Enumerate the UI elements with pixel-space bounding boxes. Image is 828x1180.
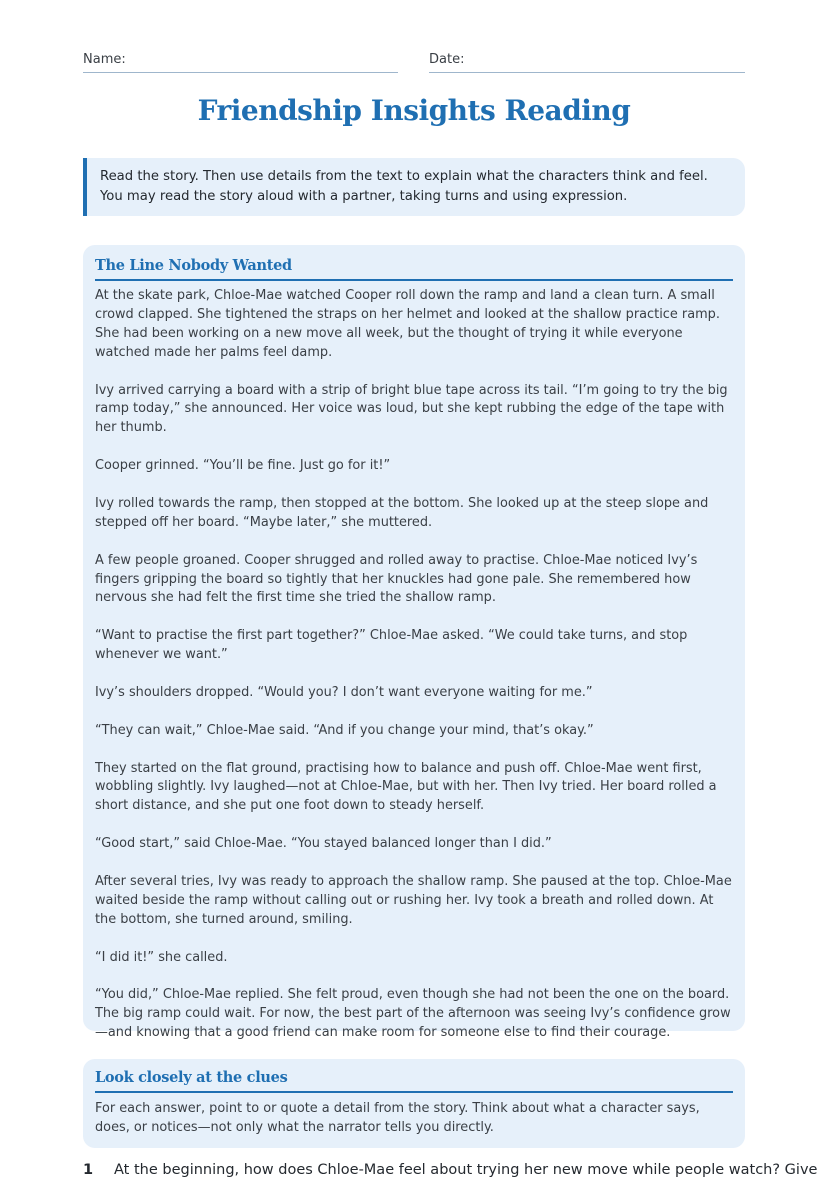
story-paragraph: They started on the flat ground, practising how to balance and push off. Chloe-Mae went first, wobbling slightly. Ivy laughed—not at Chloe-Mae, but with her. Then Ivy tried. Her board rolled a short distance, and she put one foot down to steady herself.: [95, 760, 717, 814]
question-text: At the beginning, how does Chloe-Mae feel about trying her new move while people watch? Give: [114, 1162, 818, 1178]
header-fields: [83, 50, 745, 74]
story-paragraph: Cooper grinned. “You’ll be fine. Just go for it!”: [95, 458, 391, 474]
story-paragraph: “They can wait,” Chloe-Mae said. “And if you change your mind, that’s okay.”: [95, 722, 594, 738]
story-paragraph: “You did,” Chloe-Mae replied. She felt proud, even though she had not been the one on the board. The big ramp could wait. For now, the best part of the afternoon was seeing Ivy’s confidence grow—and knowing that a good friend can make room for someone else to find their courage.: [95, 987, 731, 1041]
instructions-box: Read the story. Then use details from the text to explain what the characters think and feel. You may read the story aloud with a partner, taking turns and using expression.: [83, 158, 745, 216]
name-field[interactable]: [83, 50, 398, 73]
story-paragraph: “I did it!” she called.: [95, 949, 228, 965]
story-paragraph: A few people groaned. Cooper shrugged and rolled away to practise. Chloe-Mae noticed Ivy’s fingers gripping the board so tightly that her knuckles had gone pale. She remembered how nervous she had felt the first time she tried the shallow ramp.: [95, 552, 698, 606]
clues-title: Look closely at the clues: [95, 1069, 733, 1093]
story-paragraph: Ivy’s shoulders dropped. “Would you? I don’t want everyone waiting for me.”: [95, 684, 593, 700]
story-paragraph: Ivy arrived carrying a board with a strip of bright blue tape across its tail. “I’m going to try the big ramp today,” she announced. Her voice was loud, but she kept rubbing the edge of the tape with her thumb.: [95, 382, 728, 436]
clues-text: For each answer, point to or quote a detail from the story. Think about what a character says, does, or notices—not only what the narrator tells you directly.: [95, 1101, 700, 1135]
story-paragraph: At the skate park, Chloe-Mae watched Cooper roll down the ramp and land a clean turn. A small crowd clapped. She tightened the straps on her helmet and looked at the shallow practice ramp. She had been working on a new move all week, but the thought of trying it while everyone watched made her palms feel damp.: [95, 288, 720, 360]
story-card: [83, 245, 745, 1041]
page-title: Friendship Insights Reading: [197, 94, 631, 127]
story-paragraph: Ivy rolled towards the ramp, then stopped at the bottom. She looked up at the steep slope and stepped off her board. “Maybe later,” she muttered.: [95, 495, 709, 530]
question-number: 1: [83, 1162, 94, 1178]
story-paragraph: “Good start,” said Chloe-Mae. “You stayed balanced longer than I did.”: [95, 836, 552, 852]
date-label: Date:: [429, 52, 465, 67]
story-body: [95, 287, 733, 1043]
name-label: Name:: [83, 52, 126, 67]
clues-card: [83, 1059, 745, 1148]
story-paragraph: “Want to practise the first part together?” Chloe-Mae asked. “We could take turns, and stop whenever we want.”: [95, 628, 688, 663]
story-paragraph: After several tries, Ivy was ready to approach the shallow ramp. She paused at the top. Chloe-Mae waited beside the ramp without calling out or rushing her. Ivy took a breath and rolled down. At the bottom, she turned around, smiling.: [95, 873, 732, 927]
story-title: The Line Nobody Wanted: [95, 257, 733, 281]
date-field[interactable]: [429, 50, 745, 73]
question-item: [83, 1160, 818, 1180]
